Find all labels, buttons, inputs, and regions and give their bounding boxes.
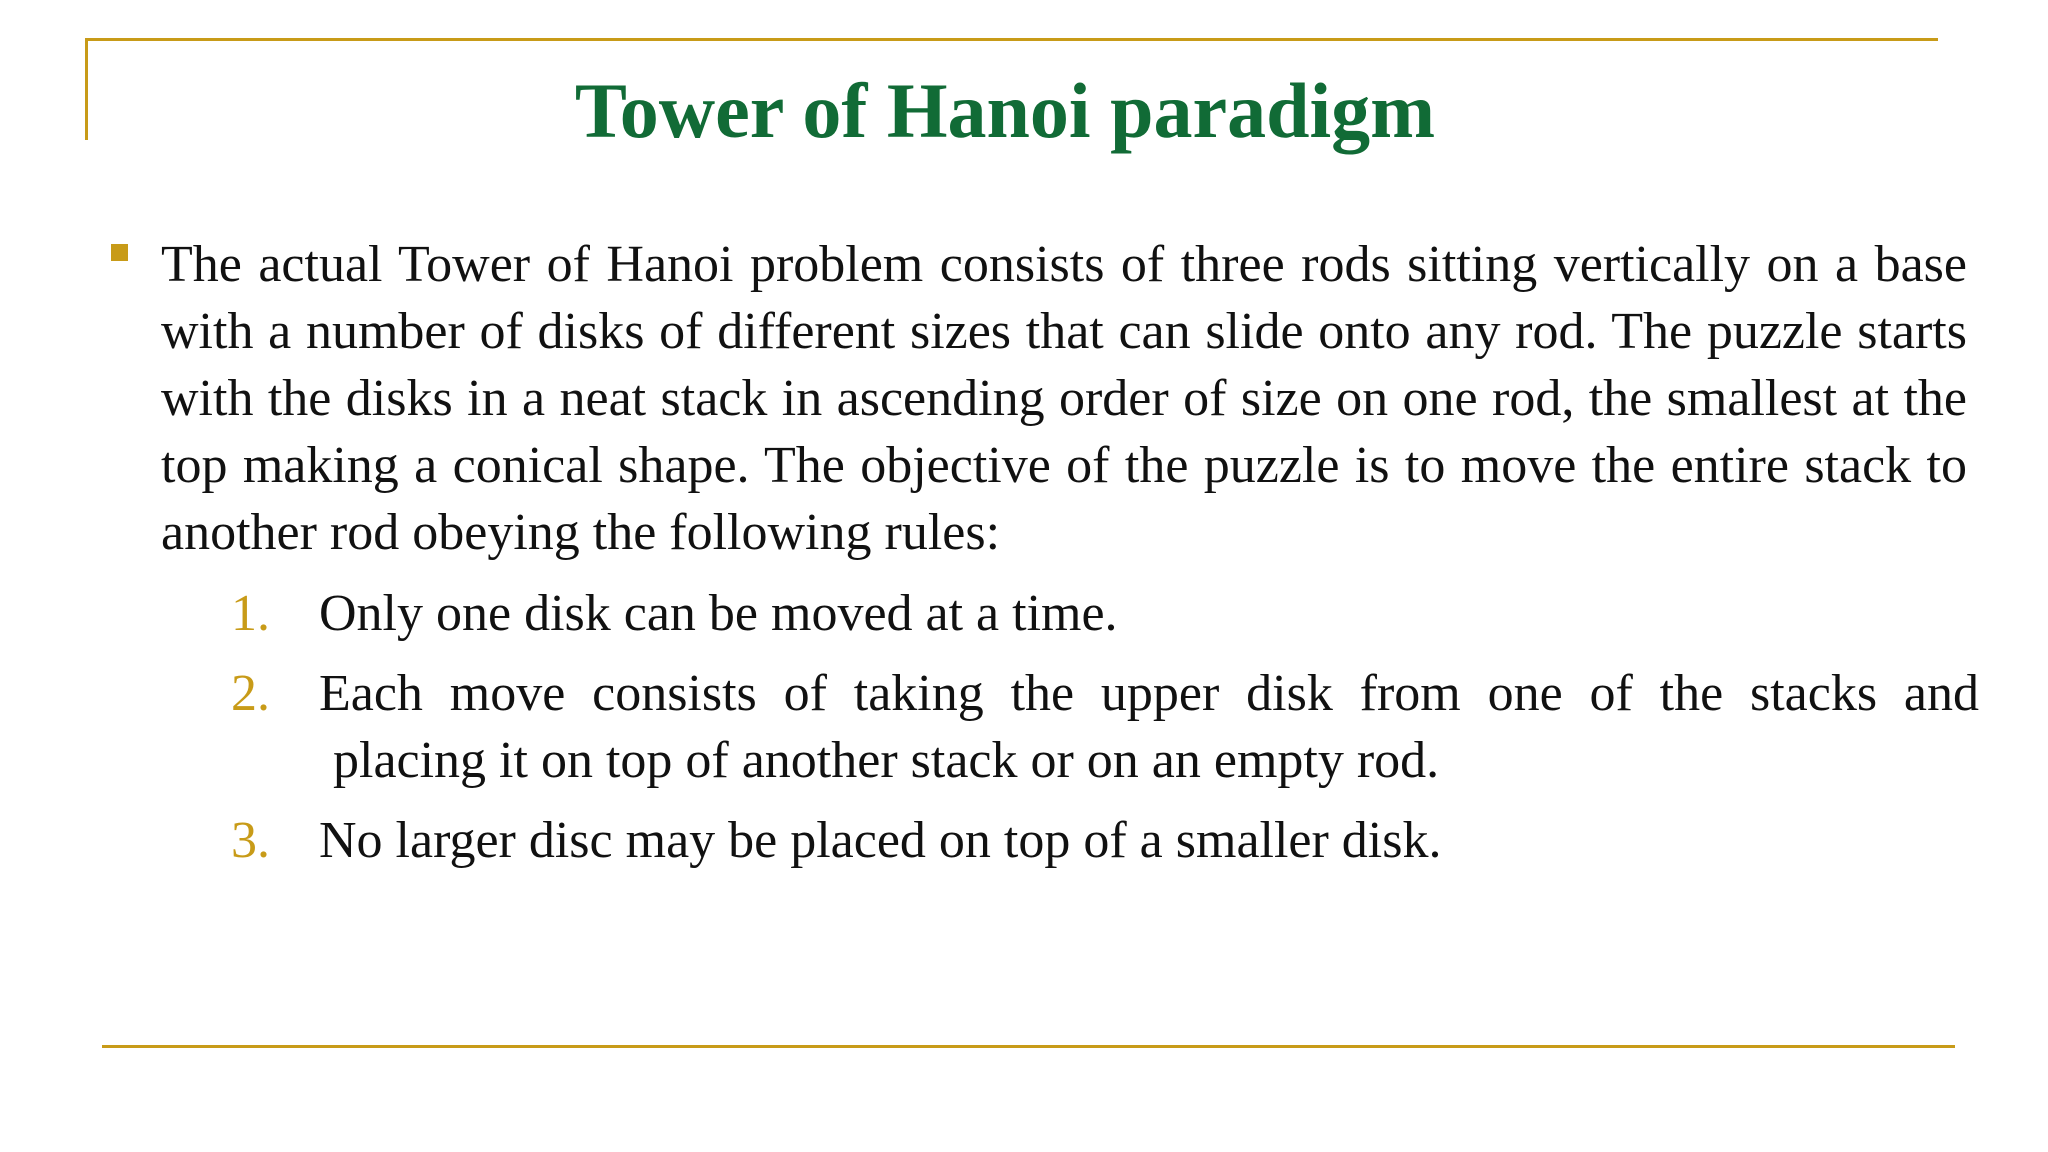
rule-line: placing it on top of another stack or on an empty rod. — [333, 732, 1440, 789]
bullet-square-icon — [111, 244, 128, 261]
rule-number: 2. — [231, 665, 270, 722]
rule-text — [319, 580, 1979, 647]
rule-line: No larger disc may be placed on top of a smaller disk. — [319, 812, 1442, 869]
intro-paragraph: The actual Tower of Hanoi problem consists of three rods sitting vertically on a base with a number of disks of different sizes that can slide onto any rod. The puzzle starts with the disks in a neat stack in ascending order of size on one rod, the smallest at the top making a conical shape. The objective of the puzzle is to move the entire stack to another rod obeying the following rules: — [161, 236, 1967, 561]
rule-number: 1. — [231, 585, 270, 642]
rule-number: 3. — [231, 812, 270, 869]
slide-title: Tower of Hanoi paradigm — [574, 67, 1436, 154]
rule-text — [319, 660, 1979, 794]
frame-top-rule — [85, 38, 1938, 41]
rule-text — [319, 807, 1979, 874]
rule-line: Each move consists of taking the upper disk from one of the stacks and — [319, 665, 1979, 722]
frame-bottom-rule — [102, 1045, 1955, 1048]
rule-line: Only one disk can be moved at a time. — [319, 585, 1118, 642]
